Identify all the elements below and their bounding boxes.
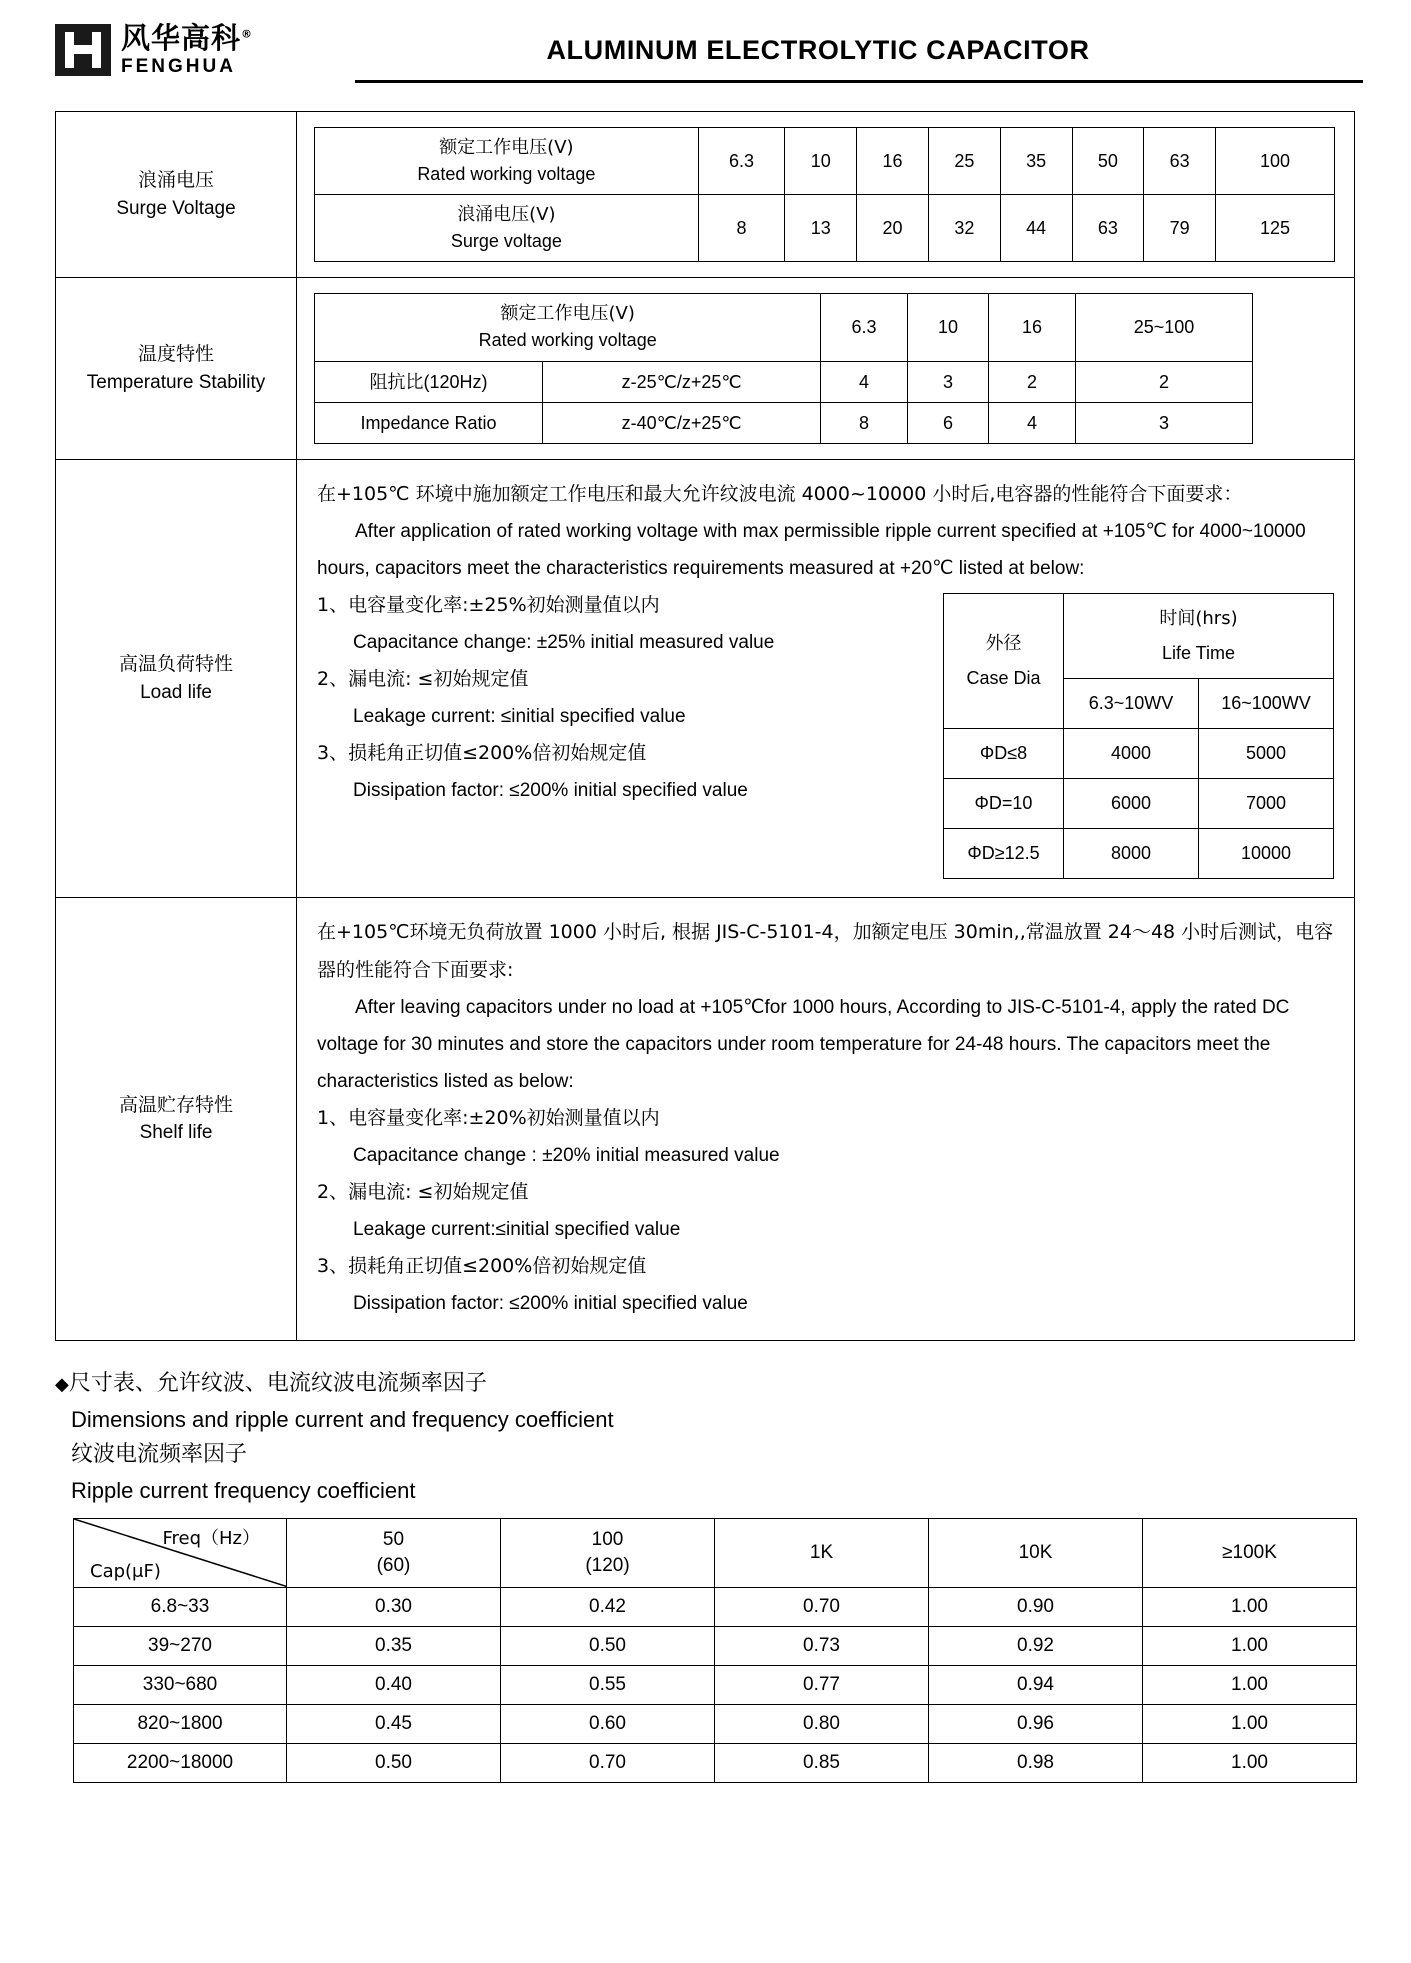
- specifications-table: [55, 111, 1355, 1341]
- load-life-paragraph-cn: 在+105℃ 环境中施加额定工作电压和最大允许纹波电流 4000~10000 小时后,电容器的性能符合下面要求：: [317, 482, 1243, 505]
- row-header-cap: 6.8~33: [74, 1587, 287, 1626]
- cell: 0.80: [715, 1704, 929, 1743]
- condition-1: z-25℃/z+25℃: [542, 361, 820, 402]
- company-logo: [55, 21, 254, 77]
- cell: 10000: [1198, 829, 1333, 879]
- table-row: [943, 779, 1333, 829]
- table-row: [315, 361, 1253, 402]
- label-cn: 温度特性: [137, 343, 214, 366]
- temperature-stability-content: [297, 278, 1355, 459]
- shelf-life-content: [297, 898, 1355, 1341]
- surge-voltage-inner-table: [314, 127, 1335, 262]
- table-row: [74, 1587, 1357, 1626]
- cell: 6: [907, 402, 989, 443]
- cell: 0.70: [715, 1587, 929, 1626]
- cell: 3: [907, 361, 989, 402]
- cell: 0.96: [929, 1704, 1143, 1743]
- shelf-life-item1-cn: 1、电容量变化率:±20%初始测量值以内: [317, 1106, 660, 1129]
- cell: 8: [821, 402, 907, 443]
- surge-voltage-en: Surge voltage: [450, 231, 562, 252]
- section-title-cn: 尺寸表、允许纹波、电流纹波电流频率因子: [68, 1370, 487, 1396]
- table-row: [74, 1743, 1357, 1782]
- cell: 3: [1075, 402, 1253, 443]
- diamond-bullet-icon: ◆: [55, 1373, 69, 1394]
- load-life-item2-cn: 2、漏电流: ≤初始规定值: [317, 667, 529, 690]
- cell: 0.40: [287, 1665, 501, 1704]
- cell: 63: [1072, 195, 1144, 262]
- cell: 0.77: [715, 1665, 929, 1704]
- shelf-life-item2-cn: 2、漏电流: ≤初始规定值: [317, 1180, 529, 1203]
- cell: 50: [1072, 128, 1144, 195]
- table-row-temperature-stability: [56, 278, 1355, 459]
- col-header-line2: (60): [376, 1555, 411, 1577]
- table-row: [315, 195, 1335, 262]
- cell: 25~100: [1075, 294, 1253, 361]
- surge-voltage-content: [297, 112, 1355, 278]
- section-title-en: Dimensions and ripple current and frequency coefficient: [71, 1406, 614, 1432]
- cell: ΦD≤8: [943, 729, 1063, 779]
- load-life-item3-en: Dissipation factor: ≤200% initial specified value: [353, 780, 748, 802]
- table-row-shelf-life: [56, 898, 1355, 1341]
- column-header-1k: 1K: [715, 1519, 929, 1587]
- cell: 16: [857, 128, 929, 195]
- cell: 0.90: [929, 1587, 1143, 1626]
- cell: 1.00: [1143, 1743, 1357, 1782]
- life-time-en: Life Time: [1161, 642, 1235, 663]
- frequency-header-label: Freq（Hz）: [162, 1528, 260, 1550]
- surge-voltage-header: [315, 195, 699, 262]
- case-dia-header: [943, 593, 1063, 728]
- capacitance-header-label: Cap(μF): [90, 1560, 161, 1582]
- cell: 0.60: [501, 1704, 715, 1743]
- cell: 0.98: [929, 1743, 1143, 1782]
- cell: 0.94: [929, 1665, 1143, 1704]
- row-label-surge-voltage: [56, 112, 297, 278]
- page-title: ALUMINUM ELECTROLYTIC CAPACITOR: [546, 34, 1090, 65]
- page-header: [0, 0, 1411, 78]
- logo-text: [121, 21, 254, 77]
- table-row: [315, 402, 1253, 443]
- table-row-surge-voltage: [56, 112, 1355, 278]
- column-header-100: [501, 1519, 715, 1587]
- cell: 125: [1216, 195, 1335, 262]
- cell: 4: [989, 402, 1075, 443]
- logo-english-name: FENGHUA: [121, 56, 236, 77]
- cell: 5000: [1198, 729, 1333, 779]
- row-label-shelf-life: [56, 898, 297, 1341]
- cell: 0.85: [715, 1743, 929, 1782]
- corner-header-cell: [74, 1519, 287, 1587]
- cell: 0.45: [287, 1704, 501, 1743]
- table-row: [74, 1626, 1357, 1665]
- load-life-item2-en: Leakage current: ≤initial specified value: [353, 706, 686, 728]
- voltage-range-col-2: 16~100WV: [1198, 679, 1333, 729]
- cell: 8: [698, 195, 785, 262]
- impedance-ratio-en: Impedance Ratio: [315, 402, 543, 443]
- label-en: Temperature Stability: [86, 371, 266, 393]
- cell: 1.00: [1143, 1665, 1357, 1704]
- header-divider: [355, 80, 1363, 83]
- load-life-item1-en: Capacitance change: ±25% initial measured value: [353, 631, 775, 653]
- col-header-line1: 50: [382, 1529, 405, 1551]
- table-row: [74, 1704, 1357, 1743]
- cell: ΦD=10: [943, 779, 1063, 829]
- row-header-cap: 330~680: [74, 1665, 287, 1704]
- cell: 16: [989, 294, 1075, 361]
- cell: 0.50: [287, 1743, 501, 1782]
- section-heading: [55, 1365, 1356, 1509]
- cell: 25: [928, 128, 1000, 195]
- registered-mark: ®: [241, 27, 254, 41]
- load-life-item3-cn: 3、损耗角正切值≤200%倍初始规定值: [317, 742, 647, 765]
- rated-voltage-cn: 额定工作电压(V): [439, 137, 574, 158]
- column-header-100k: ≥100K: [1143, 1519, 1357, 1587]
- voltage-range-col-1: 6.3~10WV: [1063, 679, 1198, 729]
- cell: 44: [1000, 195, 1072, 262]
- cell: 20: [857, 195, 929, 262]
- ripple-current-frequency-table: [73, 1518, 1357, 1782]
- cell: 0.50: [501, 1626, 715, 1665]
- cell: 0.35: [287, 1626, 501, 1665]
- table-row: [315, 128, 1335, 195]
- case-dia-en: Case Dia: [966, 668, 1041, 689]
- load-life-content: [297, 459, 1355, 898]
- row-label-temperature-stability: [56, 278, 297, 459]
- table-row: [943, 729, 1333, 779]
- cell: ΦD≥12.5: [943, 829, 1063, 879]
- cell: 4000: [1063, 729, 1198, 779]
- cell: 1.00: [1143, 1626, 1357, 1665]
- surge-voltage-cn: 浪涌电压(V): [457, 204, 556, 226]
- cell: 0.73: [715, 1626, 929, 1665]
- rated-voltage-en: Rated working voltage: [478, 330, 657, 351]
- cell: 7000: [1198, 779, 1333, 829]
- col-header-line2: (120): [585, 1555, 630, 1577]
- cell: 6.3: [821, 294, 907, 361]
- condition-2: z-40℃/z+25℃: [542, 402, 820, 443]
- column-header-10k: 10K: [929, 1519, 1143, 1587]
- table-header-row: [74, 1519, 1357, 1587]
- life-time-table: [943, 593, 1334, 880]
- label-en: Surge Voltage: [116, 197, 236, 219]
- table-row-load-life: [56, 459, 1355, 898]
- cell: 1.00: [1143, 1587, 1357, 1626]
- cell: 0.92: [929, 1626, 1143, 1665]
- cell: 0.55: [501, 1665, 715, 1704]
- column-header-50: [287, 1519, 501, 1587]
- rated-voltage-en: Rated working voltage: [417, 164, 596, 185]
- rated-voltage-cn: 额定工作电压(V): [500, 303, 635, 325]
- load-life-item1-cn: 1、电容量变化率:±25%初始测量值以内: [317, 593, 660, 616]
- cell: 79: [1144, 195, 1216, 262]
- section-line-1: [55, 1365, 1356, 1402]
- shelf-life-item2-en: Leakage current:≤initial specified value: [353, 1218, 681, 1240]
- rated-voltage-header: [315, 294, 821, 361]
- cell: 4: [821, 361, 907, 402]
- cell: 6.3: [698, 128, 785, 195]
- logo-chinese-name: 风华高科®: [121, 21, 254, 55]
- row-header-cap: 820~1800: [74, 1704, 287, 1743]
- cell: 0.30: [287, 1587, 501, 1626]
- shelf-life-item1-en: Capacitance change : ±20% initial measured value: [353, 1144, 780, 1166]
- table-row: [943, 593, 1333, 678]
- cell: 10: [785, 128, 857, 195]
- cell: 8000: [1063, 829, 1198, 879]
- impedance-ratio-cn: 阻抗比(120Hz): [315, 361, 543, 402]
- cell: 2: [1075, 361, 1253, 402]
- row-header-cap: 2200~18000: [74, 1743, 287, 1782]
- case-dia-cn: 外径: [985, 632, 1022, 654]
- temperature-inner-table: [314, 293, 1253, 443]
- cell: 35: [1000, 128, 1072, 195]
- section-subtitle-en: Ripple current frequency coefficient: [71, 1477, 416, 1503]
- cell: 100: [1216, 128, 1335, 195]
- cell: 6000: [1063, 779, 1198, 829]
- life-time-cn: 时间(hrs): [1159, 607, 1238, 629]
- col-header-line1: 100: [591, 1529, 624, 1551]
- label-en: Load life: [140, 681, 212, 703]
- cell: 0.42: [501, 1587, 715, 1626]
- shelf-life-paragraph-en: After leaving capacitors under no load at +105℃for 1000 hours, According to JIS-C-5101-4, apply the rated DC voltage for 30 minutes and store the capacitors under room temperature for 24-48 hours. The capacitors meet the characteristics listed as below:: [317, 996, 1290, 1092]
- shelf-life-item3-cn: 3、损耗角正切值≤200%倍初始规定值: [317, 1254, 647, 1277]
- fenghua-logo-icon: [55, 24, 111, 76]
- row-header-cap: 39~270: [74, 1626, 287, 1665]
- cell: 1.00: [1143, 1704, 1357, 1743]
- table-row: [315, 294, 1253, 361]
- shelf-life-item3-en: Dissipation factor: ≤200% initial specified value: [353, 1292, 748, 1314]
- label-cn: 高温贮存特性: [118, 1093, 233, 1116]
- label-cn: 浪涌电压: [137, 169, 214, 192]
- row-label-load-life: [56, 459, 297, 898]
- cell: 2: [989, 361, 1075, 402]
- table-row: [74, 1665, 1357, 1704]
- shelf-life-paragraph-cn: 在+105℃环境无负荷放置 1000 小时后, 根据 JIS-C-5101-4，加额定电压 30min,,常温放置 24～48 小时后测试，电容器的性能符合下面要求:: [317, 921, 1334, 981]
- load-life-paragraph-en: After application of rated working voltage with max permissible ripple current specified at +105℃ for 4000~10000 hours, capacitors meet the characteristics requirements measured at +20℃ listed at below:: [317, 520, 1306, 579]
- cell: 0.70: [501, 1743, 715, 1782]
- rated-voltage-header: [315, 128, 699, 195]
- cell: 63: [1144, 128, 1216, 195]
- cell: 13: [785, 195, 857, 262]
- table-row: [943, 829, 1333, 879]
- cell: 32: [928, 195, 1000, 262]
- label-en: Shelf life: [139, 1122, 213, 1144]
- label-cn: 高温负荷特性: [118, 653, 233, 676]
- cell: 10: [907, 294, 989, 361]
- section-subtitle-cn: 纹波电流频率因子: [71, 1442, 248, 1468]
- life-time-header: [1063, 593, 1333, 678]
